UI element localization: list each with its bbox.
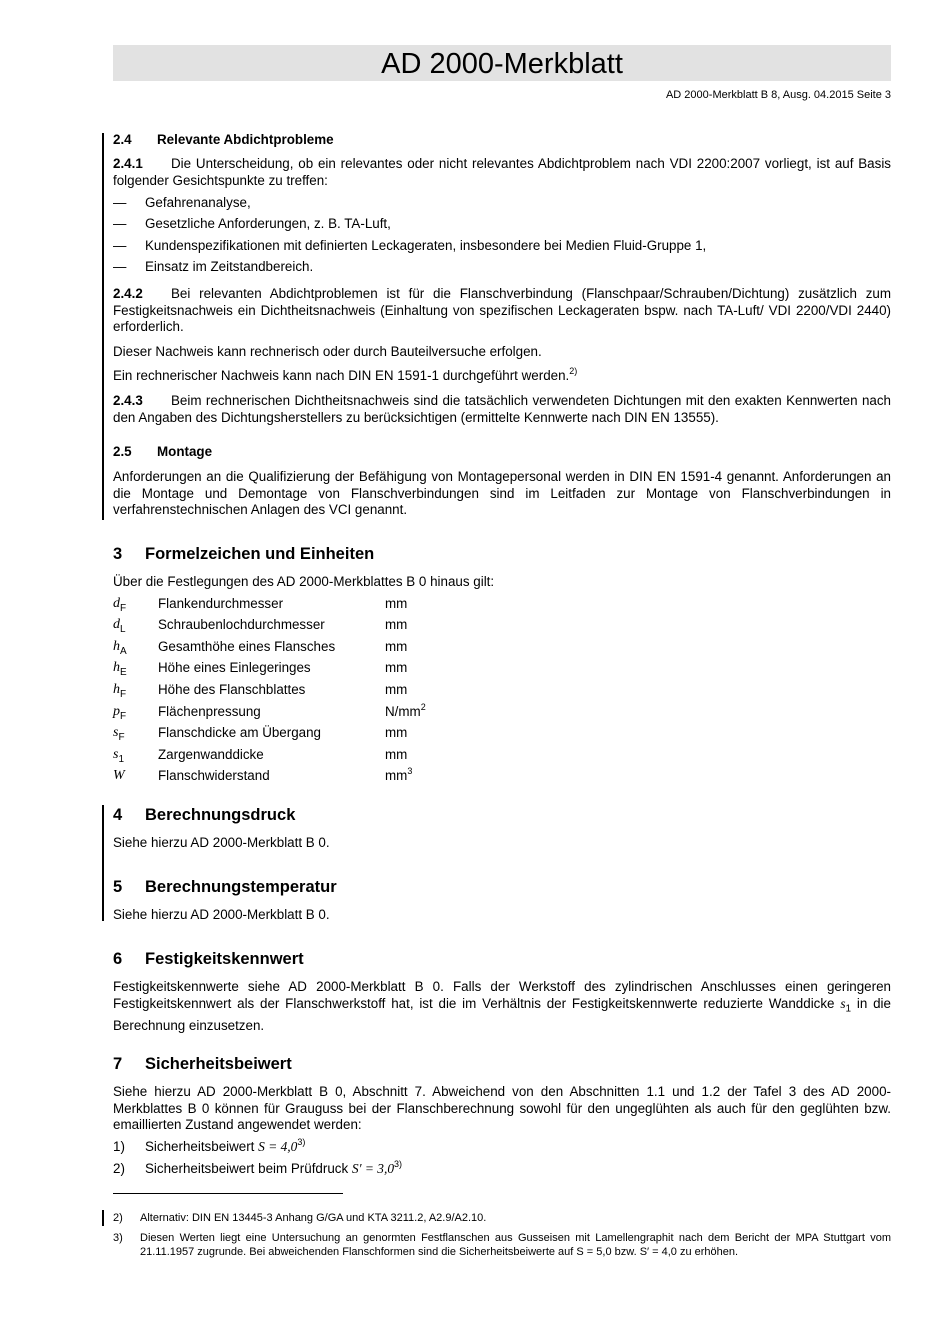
- section-6-heading: [113, 949, 304, 969]
- paragraph-2-4-3: [113, 393, 891, 426]
- symbol-unit: mm: [385, 725, 408, 740]
- symbol: $h_A$: [113, 639, 127, 657]
- section-title: Berechnungstemperatur: [145, 878, 337, 896]
- list-item: [113, 195, 251, 212]
- list-item-text: Sicherheitsbeiwert: [145, 1139, 255, 1154]
- symbol-unit: mm: [385, 639, 408, 654]
- section-title: Sicherheitsbeiwert: [145, 1055, 292, 1073]
- section-3-heading: [113, 544, 374, 564]
- paragraph-text-end: in die Berechnung einzusetzen.: [113, 995, 891, 1033]
- symbol-description: Flanschwiderstand: [158, 768, 270, 783]
- paragraph-2-4-1: [113, 156, 891, 189]
- formula: S′ = 3,0: [351, 1161, 395, 1176]
- footnote-number: 2): [113, 1212, 123, 1224]
- section-number: 5: [113, 878, 123, 896]
- symbol-unit: mm: [385, 747, 408, 762]
- list-item-text: Gefahrenanalyse,: [145, 195, 251, 210]
- paragraph-text: Festigkeitskennwerte siehe AD 2000-Merkblatt B 0. Falls der Werkstoff des zylindrischen Anschlusses einen geringeren Festigkeitskennwert als der Flanschwerkstoff hat, ist die im Verhältnis der Festigkeitskennwerte reduzierte Wanddicke: [113, 979, 891, 1011]
- dash-bullet: —: [113, 195, 127, 210]
- paragraph: Siehe hierzu AD 2000-Merkblatt B 0.: [113, 835, 330, 850]
- footnote-ref: 3): [394, 1159, 403, 1169]
- section-title: Montage: [157, 444, 213, 459]
- list-item: [113, 238, 706, 255]
- section-number: 7: [113, 1055, 123, 1073]
- symbol-description: Gesamthöhe eines Flansches: [158, 639, 336, 654]
- section-number: 2.5: [113, 444, 132, 459]
- paragraph-number: 2.4.3: [113, 393, 143, 408]
- section-5-heading: [113, 877, 337, 897]
- change-bar: [102, 1210, 104, 1226]
- symbol-inline: s: [840, 995, 846, 1011]
- paragraph: Siehe hierzu AD 2000-Merkblatt B 0, Abschnitt 7. Abweichend von den Abschnitten 1.1 und 1.2 der Tafel 3 des AD 2000-Merkblattes B 0 können für Grauguss bei der Flanschberechnung sowohl für den ungeglühten als auch für den geglühten bzw. emaillierten Zustand angewendet werden:: [113, 1084, 891, 1132]
- section-number: 6: [113, 950, 123, 968]
- list-item-text: Einsatz im Zeitstandbereich.: [145, 259, 314, 274]
- symbol-description: Schraubenlochdurchmesser: [158, 617, 325, 632]
- symbol-unit: mm: [385, 682, 408, 697]
- symbol: $d_L$: [113, 617, 126, 635]
- footnote-ref: 2): [569, 366, 578, 376]
- symbol-description: Höhe eines Einlegeringes: [158, 660, 311, 675]
- symbol-unit: mm: [385, 596, 408, 611]
- symbol-description: Flanschdicke am Übergang: [158, 725, 322, 740]
- list-number: 2): [113, 1161, 125, 1176]
- paragraph-text: Ein rechnerischer Nachweis kann nach DIN EN 1591-1 durchgeführt werden.: [113, 368, 570, 383]
- change-bar: [102, 805, 104, 921]
- footnote: [113, 1231, 891, 1259]
- paragraph-text: Die Unterscheidung, ob ein relevantes oder nicht relevantes Abdichtproblem nach VDI 2200:2007 vorliegt, ist auf Basis folgender Gesichtspunkte zu treffen:: [113, 156, 891, 188]
- change-bar: [102, 133, 104, 520]
- symbol-unit: mm: [385, 617, 408, 632]
- footnote-text: Diesen Werten liegt eine Untersuchung an genormten Festflanschen aus Gusseisen mit Lamellengraphit nach dem Bericht der MPA Stuttgart vom 21.11.1957 zugrunde. Bei abweichenden Flanschformen sind die Sicherheitsbeiwerte auf S = 5,0 bzw. S′ = 4,0 zu erhöhen.: [140, 1232, 891, 1258]
- symbol: $s_1$: [113, 747, 125, 765]
- section-2-4-heading: [113, 132, 891, 149]
- section-title: Festigkeitskennwert: [145, 950, 304, 968]
- list-item: [113, 259, 313, 276]
- section-number: 3: [113, 545, 123, 563]
- section-number: 4: [113, 806, 123, 824]
- section-2-5-heading: [113, 444, 891, 461]
- footnote-separator: [113, 1193, 343, 1194]
- symbol-description: Zargenwanddicke: [158, 747, 264, 762]
- section-4-heading: [113, 805, 295, 825]
- symbol: $s_F$: [113, 725, 125, 743]
- symbol-description: Flankendurchmesser: [158, 596, 284, 611]
- paragraph: Über die Festlegungen des AD 2000-Merkblattes B 0 hinaus gilt:: [113, 574, 495, 589]
- paragraph-number: 2.4.1: [113, 156, 143, 171]
- page-title: AD 2000-Merkblatt: [113, 45, 891, 81]
- dash-bullet: —: [113, 238, 127, 253]
- footnote: [113, 1211, 891, 1225]
- list-item: [113, 216, 391, 233]
- symbol-unit: $mm^3$: [385, 766, 413, 783]
- section-title: Berechnungsdruck: [145, 806, 296, 824]
- dash-bullet: —: [113, 216, 127, 231]
- paragraph: Siehe hierzu AD 2000-Merkblatt B 0.: [113, 907, 330, 922]
- footnote-number: 3): [113, 1232, 123, 1244]
- section-title: Formelzeichen und Einheiten: [145, 545, 375, 563]
- paragraph: Anforderungen an die Qualifizierung der Befähigung von Montagepersonal werden in DIN EN 1591-4 genannt. Anforderungen an die Montage und Demontage von Flanschverbindungen sind im Leitfaden zur Montage von Flanschverbindungen in verfahrenstechnischen Anlagen des VCI genannt.: [113, 469, 891, 517]
- formula: S = 4,0: [258, 1139, 298, 1154]
- symbol: W: [113, 768, 125, 783]
- symbol: $h_E$: [113, 660, 127, 678]
- section-number: 2.4: [113, 132, 132, 147]
- paragraph: Dieser Nachweis kann rechnerisch oder durch Bauteilversuche erfolgen.: [113, 344, 542, 359]
- list-number: 1): [113, 1139, 125, 1154]
- symbol-unit: $N/mm^2$: [385, 702, 426, 719]
- paragraph: [113, 979, 891, 1034]
- list-item-text: Sicherheitsbeiwert beim Prüfdruck: [145, 1161, 349, 1176]
- list-item: [113, 1161, 402, 1178]
- section-title: Relevante Abdichtprobleme: [157, 132, 334, 147]
- list-item-text: Gesetzliche Anforderungen, z. B. TA-Luft,: [145, 216, 391, 231]
- dash-bullet: —: [113, 259, 127, 274]
- symbol-description: Höhe des Flanschblattes: [158, 682, 306, 697]
- list-item: [113, 1139, 305, 1156]
- symbol-description: Flächenpressung: [158, 704, 261, 719]
- footnote-ref: 3): [297, 1137, 306, 1147]
- symbol: $p_F$: [113, 704, 127, 722]
- symbol-unit: mm: [385, 660, 408, 675]
- section-7-heading: [113, 1054, 292, 1074]
- symbol: $h_F$: [113, 682, 127, 700]
- paragraph: [113, 368, 891, 385]
- page-reference: AD 2000-Merkblatt B 8, Ausg. 04.2015 Seite 3: [665, 89, 891, 101]
- footnote-text: Alternativ: DIN EN 13445-3 Anhang G/GA und KTA 3211.2, A2.9/A2.10.: [140, 1212, 487, 1224]
- paragraph-2-4-2: [113, 286, 891, 336]
- paragraph-text: Bei relevanten Abdichtproblemen ist für die Flanschverbindung (Flanschpaar/Schrauben/Dichtung) zusätzlich zum Festigkeitsnachweis ein Dichtheitsnachweis (Einhaltung von spezifischen Leckageraten bspw. nach TA-Luft/ VDI 2200/VDI 2440) erforderlich.: [113, 286, 891, 334]
- paragraph-number: 2.4.2: [113, 286, 143, 301]
- symbol: $d_F$: [113, 596, 127, 614]
- paragraph-text: Beim rechnerischen Dichtheitsnachweis sind die tatsächlich verwendeten Dichtungen mit den exakten Kennwerten nach den Angaben des Dichtungsherstellers zu berücksichtigen (ermittelte Kennwerte nach DIN EN 13555).: [113, 393, 891, 425]
- list-item-text: Kundenspezifikationen mit definierten Leckageraten, insbesondere bei Medien Fluid-Gruppe 1,: [145, 238, 707, 253]
- symbol-subscript: 1: [845, 1003, 852, 1015]
